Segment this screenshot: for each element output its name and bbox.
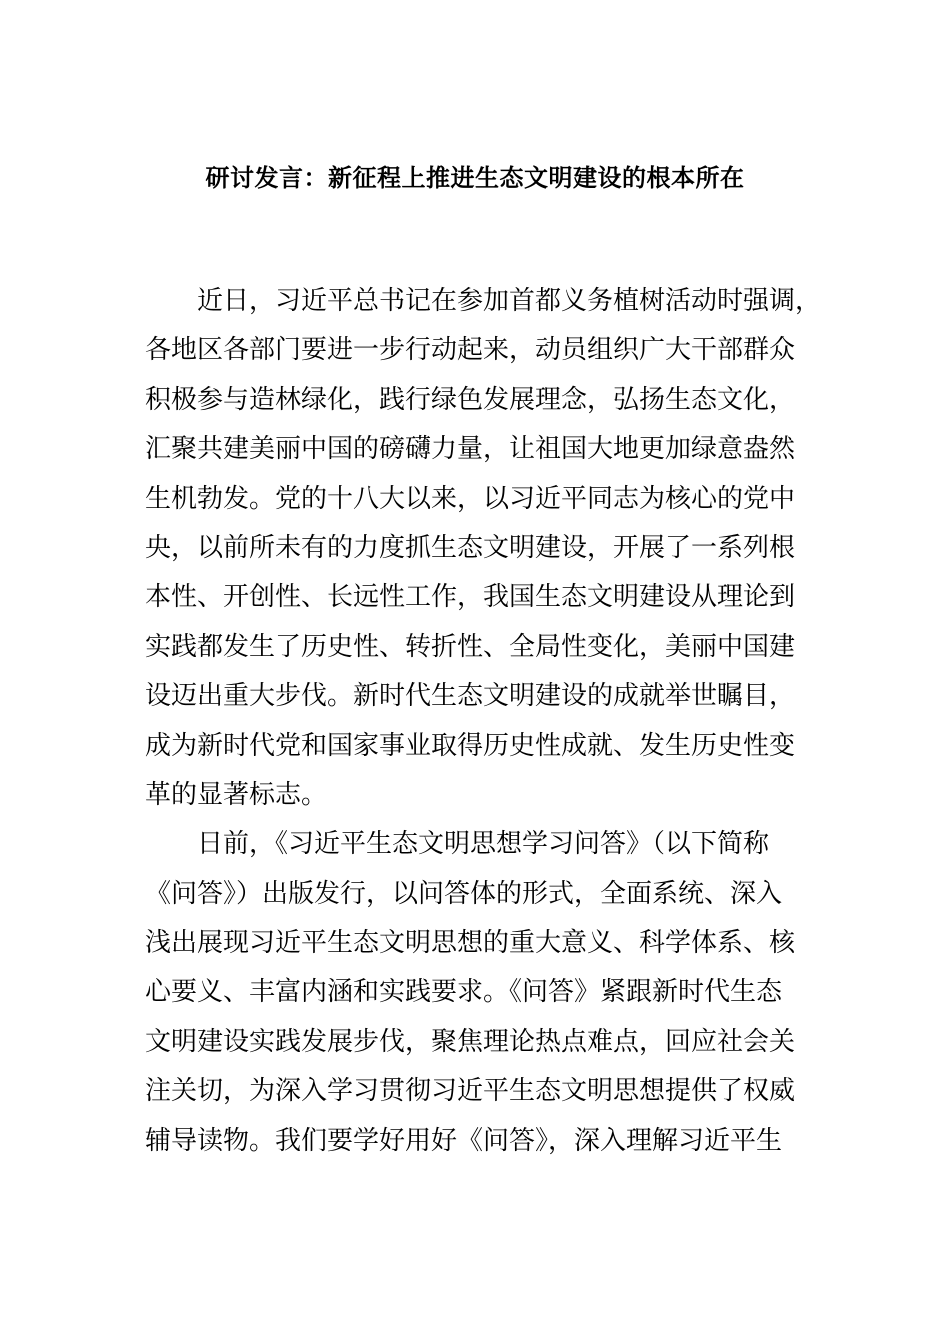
text-line: 生机勃发。党的十八大以来，以习近平同志为核心的党中 xyxy=(145,483,796,514)
text-line: 浅出展现习近平生态文明思想的重大意义、科学体系、核 xyxy=(145,928,796,959)
text-line: 革的显著标志。 xyxy=(145,779,328,810)
text-line: 本性、开创性、长远性工作，我国生态文明建设从理论到 xyxy=(145,582,796,613)
text-line: 注关切，为深入学习贯彻习近平生态文明思想提供了权威 xyxy=(145,1076,796,1107)
text-line: 央，以前所未有的力度抓生态文明建设，开展了一系列根 xyxy=(145,532,796,563)
text-line: 文明建设实践发展步伐，聚焦理论热点难点，回应社会关 xyxy=(145,1026,796,1057)
text-line: 近日，习近平总书记在参加首都义务植树活动时强调， xyxy=(197,286,822,316)
document-body xyxy=(145,283,825,1172)
text-line: 日前，《习近平生态文明思想学习问答》（以下简称 xyxy=(197,829,770,860)
text-line: 汇聚共建美丽中国的磅礴力量，让祖国大地更加绿意盎然 xyxy=(145,434,796,465)
text-line: 各地区各部门要进一步行动起来，动员组织广大干部群众 xyxy=(145,335,796,366)
text-line: 心要义、丰富内涵和实践要求。《问答》紧跟新时代生态 xyxy=(145,977,783,1008)
text-line: 设迈出重大步伐。新时代生态文明建设的成就举世瞩目， xyxy=(145,681,796,712)
text-line: 辅导读物。我们要学好用好《问答》，深入理解习近平生 xyxy=(145,1125,783,1156)
paragraph-2 xyxy=(145,826,825,1172)
document-title: 研讨发言：新征程上推进生态文明建设的根本所在 xyxy=(205,164,745,192)
text-line: 成为新时代党和国家事业取得历史性成就、发生历史性变 xyxy=(145,730,796,761)
paragraph-1 xyxy=(145,283,825,826)
text-line: 实践都发生了历史性、转折性、全局性变化，美丽中国建 xyxy=(145,631,796,662)
text-line: 积极参与造林绿化，践行绿色发展理念，弘扬生态文化， xyxy=(145,384,796,415)
text-line: 《问答》）出版发行，以问答体的形式，全面系统、深入 xyxy=(145,878,783,909)
